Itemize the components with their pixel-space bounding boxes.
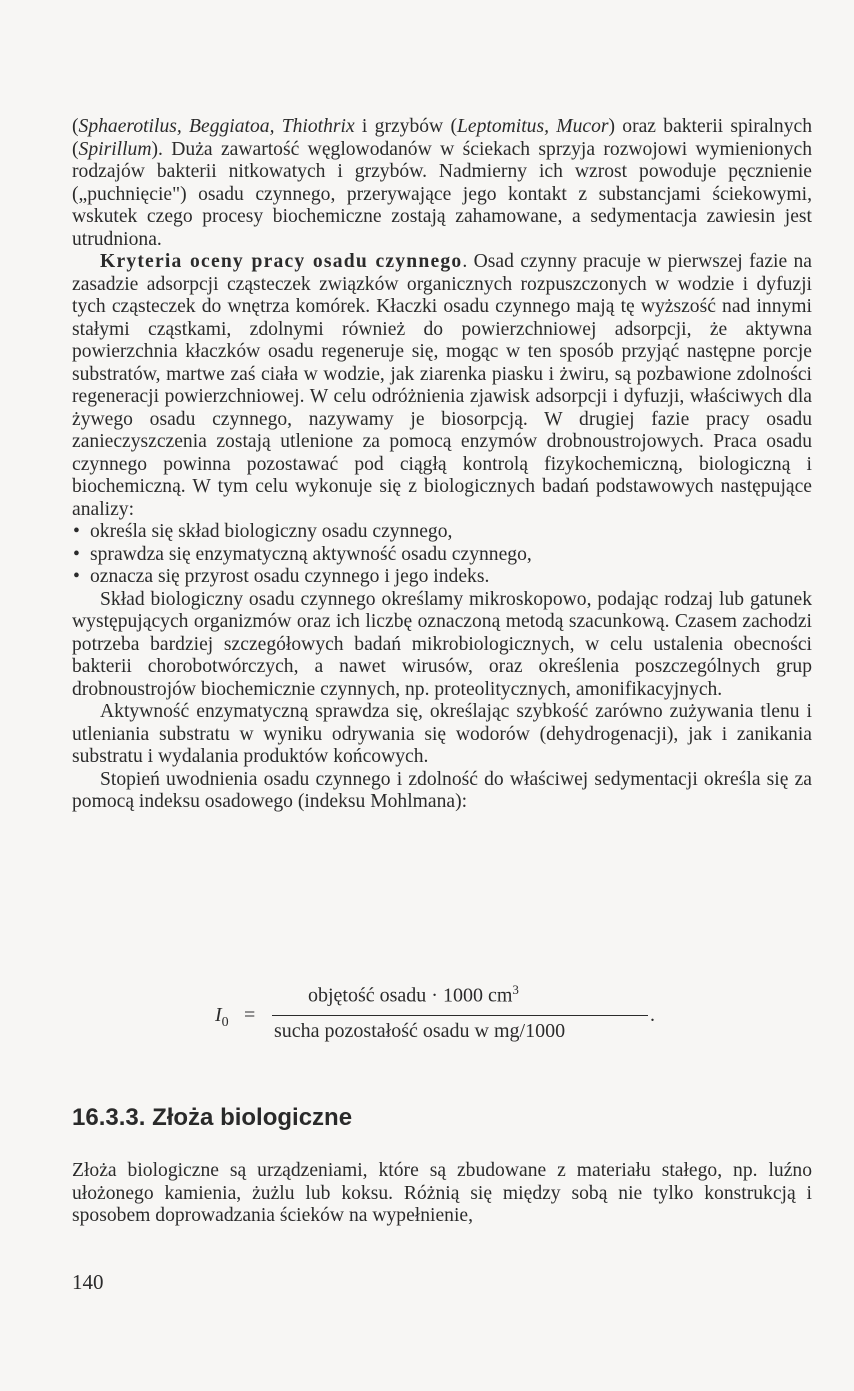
list-item (72, 544, 812, 567)
numerator-text: objętość osadu · 1000 cm (308, 984, 513, 1007)
section-heading: 16.3.3. Złoża biologiczne (72, 1104, 353, 1131)
sludge-index-formula (212, 982, 672, 1052)
text-span: ). Duża zawartość węglowodanów w ściekach sprzyja rozwojowi wymienionych rodzajów bakterii nitkowatych i grzybów. Nadmierny ich wzrost powoduje pęcznienie („puchnięcie") osadu czynnego, przerywające jego kontakt z substancjami ściekowymi, wskutek czego procesy biochemiczne zostają zahamowane, a sedymentacja zawiesin jest utrudniona. (72, 138, 812, 250)
formula-equals: = (244, 1004, 256, 1026)
paragraph-biological-composition: Skład biologiczny osadu czynnego określamy mikroskopowo, podając rodzaj lub gatunek występujących organizmów oraz ich liczbę oznaczoną metodą szacunkową. Czasem zachodzi potrzeba bardziej szczegółowych badań mikrobiologicznych, w celu ustalenia obecności bakterii chorobotwórczych, a nawet wirusów, oraz określenia poszczególnych grup drobnoustrojów biochemicznie czynnych, np. proteolitycznych, amonifikacyjnych. (72, 588, 812, 700)
page-number: 140 (72, 1270, 104, 1294)
paragraph-criteria (72, 251, 812, 521)
paragraph-sludge-index: Stopień uwodnienia osadu czynnego i zdolność do właściwej sedymentacji określa się za pomocą indeksu osadowego (indeksu Mohlmana): (72, 768, 812, 812)
paragraph-enzymatic-activity: Aktywność enzymatyczną sprawdza się, określając szybkość zarówno zużywania tlenu i utleniania substratu w wyniku odrywania się wodorów (dehydrogenacji), jak i zanikania substratu i wydalania produktów końcowych. (72, 701, 812, 767)
genus-names-fungi: Leptomitus, Mucor (457, 116, 609, 137)
formula-subscript: 0 (221, 1015, 229, 1030)
formula-denominator: sucha pozostałość osadu w mg/1000 (274, 1020, 566, 1042)
list-item-text: sprawdza się enzymatyczną aktywność osadu czynnego, (90, 543, 532, 565)
bullet-icon: • (73, 566, 80, 587)
fraction-bar (272, 1015, 648, 1016)
bullet-icon: • (73, 521, 80, 542)
paragraph-sludge-bulking: (Sphaerotilus, Beggiatoa, Thiothrix i grzybów (Leptomitus, Mucor) oraz bakterii spiralnych (Spirillum). Duża zawartość węglowodanów w ściekach sprzyja rozwojowi wymienionych rodzajów bakterii nitkowatych i grzybów. Nadmierny ich wzrost powoduje pęcznienie („puchnięcie") osadu czynnego, przerywające jego kontakt z substancjami ściekowymi, wskutek czego procesy biochemiczne zostają zahamowane, a sedymentacja zawiesin jest utrudniona. (72, 116, 812, 250)
list-item-text: oznacza się przyrost osadu czynnego i jego indeks. (90, 566, 490, 587)
formula-terminator: . (650, 1004, 655, 1026)
text-span: . Osad czynny pracuje w pierwszej fazie na zasadzie adsorpcji cząsteczek związków organicznych rozpuszczonych w wodzie i dyfuzji tych cząsteczek do wnętrza komórek. Kłaczki osadu czynnego mają tę wyższość nad innymi stałymi cząstkami, zdolnymi również do powierzchniowej adsorpcji, że aktywna powierzchnia kłaczków osadu regeneruje się, mogąc w ten sposób przyjąć następne porcje substratów, martwe zaś ciała w wodzie, jak ziarenka piasku i żwiru, są pozbawione zdolności regeneracji powierzchniowej. W celu odróżnienia zjawisk adsorpcji i dyfuzji, właściwych dla żywego osadu czynnego, nazywamy je biosorpcją. W drugiej fazie pracy osadu zanieczyszczenia zostają utlenione za pomocą enzymów drobnoustrojowych. Praca osadu czynnego powinna pozostawać pod ciągłą kontrolą fizykochemiczną, biologiczną i biochemiczną. W tym celu wykonuje się z biologicznych badań podstawowych następujące analizy: (72, 251, 812, 520)
formula-symbol: I (215, 1004, 222, 1026)
list-item-text: określa się skład biologiczny osadu czynnego, (90, 521, 453, 542)
genus-names-bacteria: Sphaerotilus, Beggiatoa, Thiothrix (78, 116, 355, 137)
text-span: i grzybów ( (354, 116, 457, 137)
list-item (72, 566, 812, 589)
paragraph-biofilters: Złoża biologiczne są urządzeniami, które są zbudowane z materiału stałego, np. luźno ułożonego kamienia, żużlu lub koksu. Różnią się między sobą nie tylko konstrukcją i sposobem doprowadzania ścieków na wypełnienie, (72, 1160, 812, 1226)
text-span: ) oraz bakterii spiralnych ( (72, 116, 812, 160)
body-text-upper (72, 116, 812, 814)
list-item (72, 521, 812, 544)
numerator-superscript: 3 (512, 982, 519, 997)
run-in-heading: Kryteria oceny pracy osadu czynnego (100, 251, 463, 272)
formula-lhs (215, 1004, 229, 1031)
analysis-list (72, 521, 812, 589)
body-text-lower (72, 1160, 812, 1228)
bullet-icon: • (73, 543, 80, 565)
formula-numerator (308, 982, 519, 1008)
genus-name-spirillum: Spirillum (78, 138, 152, 160)
